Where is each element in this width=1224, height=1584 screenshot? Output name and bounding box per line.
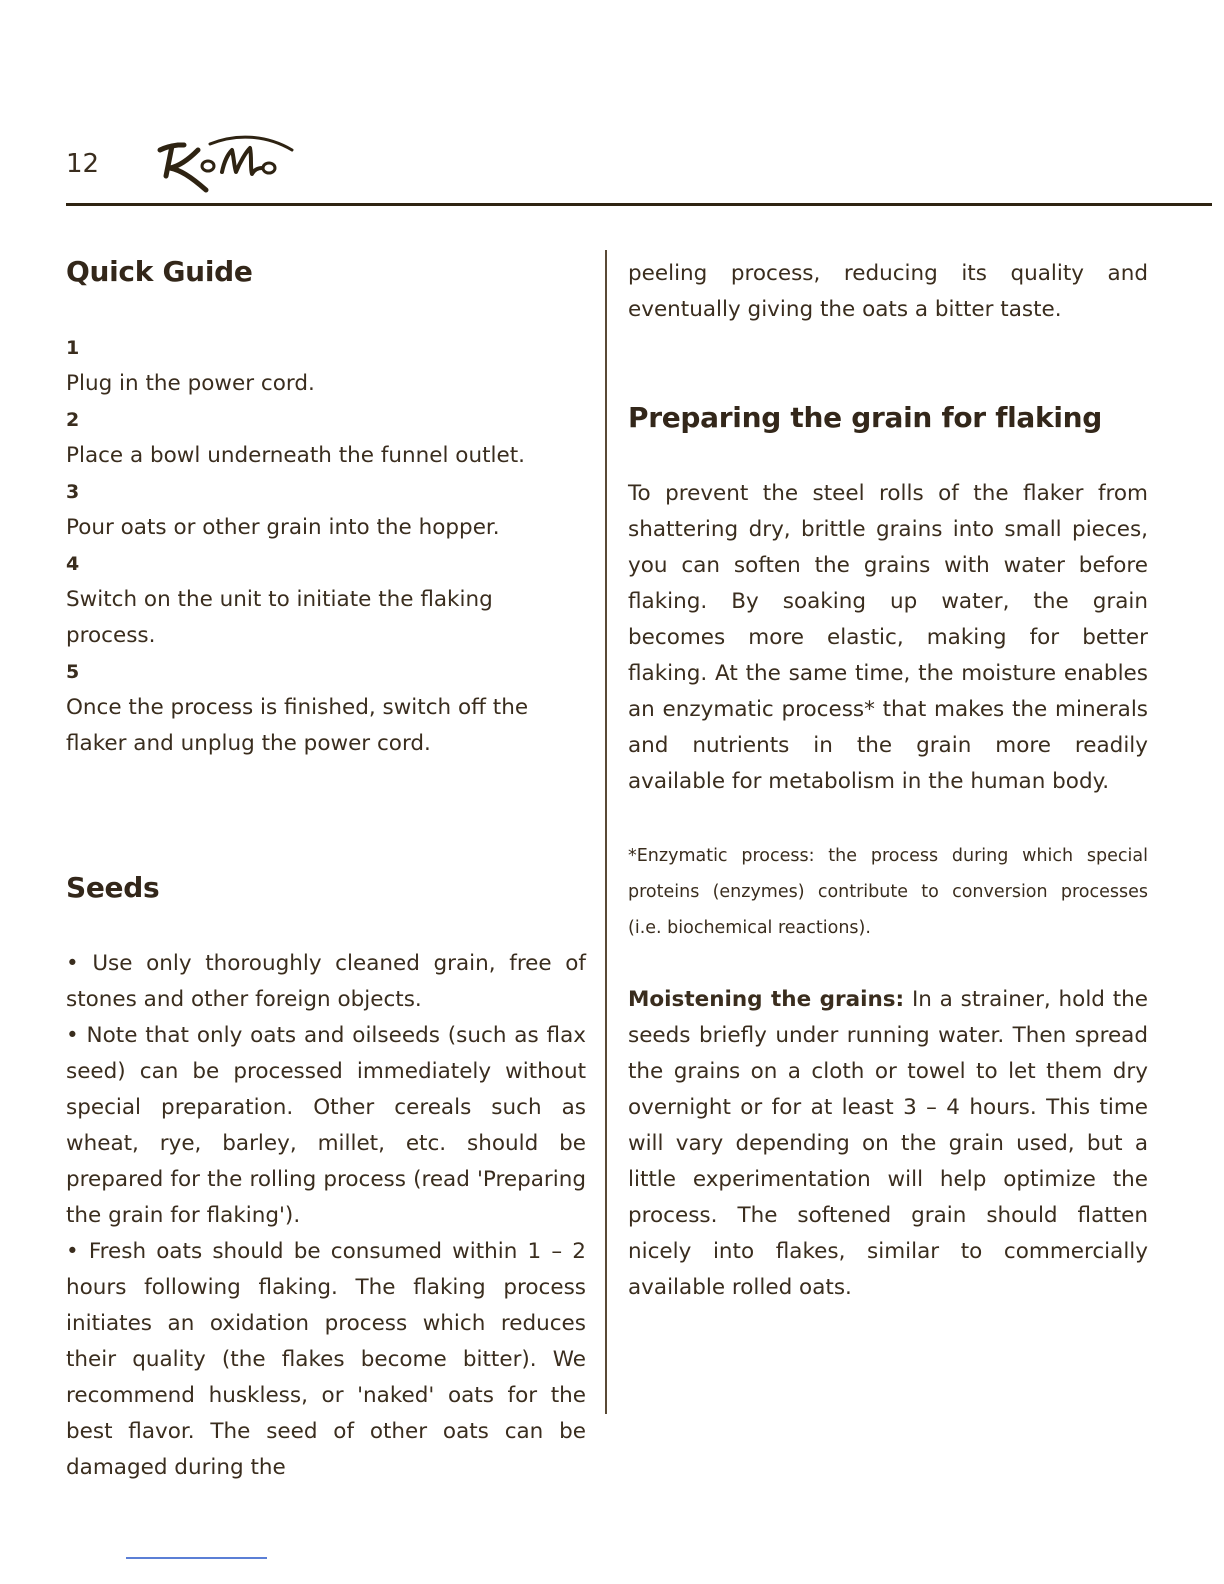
right-column bbox=[628, 256, 1148, 1306]
preparing-heading: Preparing the grain for flaking bbox=[628, 401, 1103, 434]
seeds-list bbox=[66, 946, 586, 1486]
quick-guide-heading: Quick Guide bbox=[66, 255, 253, 288]
seeds-bullet-continuation: peeling process, reducing its quality and eventually giving the oats a bitter taste. bbox=[628, 261, 1148, 322]
enzymatic-footnote: *Enzymatic process: the process during which special proteins (enzymes) contribute to conversion processes (i.e. biochemical reactions). bbox=[628, 846, 1148, 938]
step-number: 3 bbox=[66, 481, 80, 503]
step-number: 4 bbox=[66, 553, 80, 575]
step-text: Place a bowl underneath the funnel outlet. bbox=[66, 443, 525, 468]
step-number: 1 bbox=[66, 337, 80, 359]
bottom-accent-line bbox=[126, 1557, 267, 1559]
seeds-bullet: • Use only thoroughly cleaned grain, free of stones and other foreign objects. bbox=[66, 951, 586, 1012]
seeds-bullet: • Fresh oats should be consumed within 1 – 2 hours following flaking. The flaking process initiates an oxidation process which reduces their quality (the flakes become bitter). We recommend huskless, or 'naked' oats for the best flavor. The seed of other oats can be damaged during the bbox=[66, 1239, 586, 1480]
step-number: 2 bbox=[66, 409, 80, 431]
left-column bbox=[66, 250, 586, 1486]
moistening-text: In a strainer, hold the seeds briefly under running water. Then spread the grains on a cloth or towel to let them dry overnight or for at least 3 – 4 hours. This time will vary depending on the grain used, but a little experimentation will help optimize the process. The softened grain should flatten nicely into flakes, similar to commercially available rolled oats. bbox=[628, 987, 1148, 1300]
quick-guide-steps bbox=[66, 330, 586, 762]
column-divider bbox=[605, 250, 607, 1414]
moistening-label: Moistening the grains: bbox=[628, 987, 905, 1012]
seeds-heading: Seeds bbox=[66, 871, 160, 904]
header-rule bbox=[66, 203, 1212, 206]
step-number: 5 bbox=[66, 661, 80, 683]
seeds-bullet: • Note that only oats and oilseeds (such as flax seed) can be processed immediately without special preparation. Other cereals such as wheat, rye, barley, millet, etc. should be prepared for the rolling process (read 'Preparing the grain for flaking'). bbox=[66, 1023, 586, 1228]
page-number: 12 bbox=[66, 149, 100, 179]
preparing-paragraph: To prevent the steel rolls of the flaker from shattering dry, brittle grains into small pieces, you can soften the grains with water before flaking. By soaking up water, the grain becomes more elastic, making for better flaking. At the same time, the moisture enables an enzymatic process* that makes the minerals and nutrients in the grain more readily available for metabolism in the human body. bbox=[628, 481, 1148, 794]
step-text: Switch on the unit to initiate the flaking process. bbox=[66, 587, 493, 648]
step-text: Pour oats or other grain into the hopper. bbox=[66, 515, 500, 540]
komo-logo bbox=[150, 128, 300, 198]
step-text: Plug in the power cord. bbox=[66, 371, 315, 396]
step-text: Once the process is finished, switch off the flaker and unplug the power cord. bbox=[66, 695, 529, 756]
moistening-paragraph bbox=[628, 982, 1148, 1306]
